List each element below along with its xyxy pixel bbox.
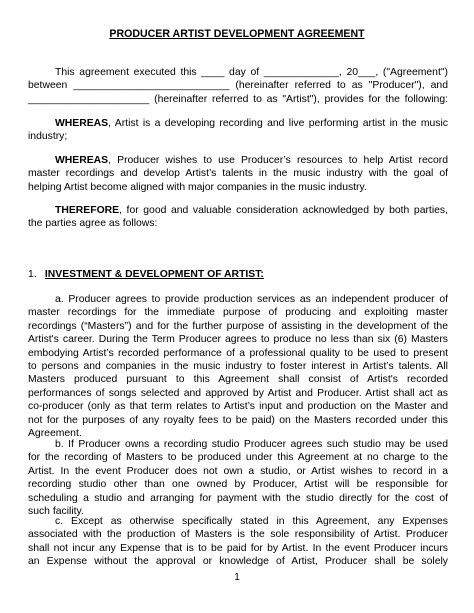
intro-paragraph: [28, 66, 448, 106]
section-title: INVESTMENT & DEVELOPMENT OF ARTIST:: [44, 269, 264, 280]
paragraph-text: , for good and valuable consideration acknowledged by both parties,: [119, 205, 448, 216]
paragraph-line: b. If Producer owns a recording studio Producer agrees such studio may be used: [55, 439, 448, 450]
paragraph-line: embodying Artist’s recorded performance of a professional quality to be used to present: [28, 347, 448, 359]
paragraph-line: the parties agree as follows:: [28, 218, 158, 230]
paragraph-line: master recordings for the immediate purpose of producing and exploiting master: [28, 307, 448, 319]
paragraph-text: , Artist is a developing recording and live performing artist in the music: [108, 118, 448, 129]
paragraph-b: [28, 438, 448, 518]
whereas-keyword: WHEREAS: [55, 155, 109, 166]
paragraph-line: recordings (“Masters”) and for the further purpose of assisting in the development of the: [28, 320, 448, 332]
paragraph-line: master recordings and develop Artist’s talents in the music industry with the goal of: [28, 168, 448, 180]
paragraph-line: [28, 117, 448, 130]
intro-line: between ___________________________ (hereinafter referred to as "Producer"), and: [28, 80, 448, 92]
paragraph-line: a. Producer agrees to provide production services as an independent producer of: [55, 294, 448, 305]
paragraph-line: Agreement.: [28, 428, 82, 440]
intro-line: This agreement executed this ____ day of _____________, 20___, ("Agreement"): [55, 67, 448, 78]
paragraph-line: Masters produced pursuant to this Agreement shall consist of Artist's recorded: [28, 374, 448, 386]
intro-line: _____________________ (hereinafter referred to as "Artist"), provides for the following:: [28, 93, 448, 105]
therefore-keyword: THEREFORE: [55, 205, 120, 216]
section-heading: [28, 268, 448, 281]
paragraph-line: such facility.: [28, 506, 84, 518]
whereas-paragraph-1: [28, 117, 448, 144]
section-number: 1.: [28, 269, 37, 280]
therefore-paragraph: [28, 204, 448, 231]
paragraph-line: [28, 204, 448, 217]
paragraph-line: not for the purposes of any royalty fees to be paid) on the Masters recorded under this: [28, 414, 448, 426]
paragraph-line: for the recording of Masters to be produced under this Agreement at no charge to the: [28, 452, 448, 464]
paragraph-line: helping Artist become aligned with major companies in the music industry.: [28, 181, 367, 193]
page-number: 1: [234, 572, 240, 583]
paragraph-line: Artist's career. During the Term Producer agrees to produce no less than six (6) Masters: [28, 334, 448, 346]
paragraph-line: scheduling a studio and arranging for payment with the studio directly for the cost of: [28, 492, 448, 504]
document-title: PRODUCER ARTIST DEVELOPMENT AGREEMENT: [109, 28, 365, 40]
paragraph-c: [28, 515, 448, 569]
paragraph-line: co-producer (only as that term relates to Artist’s input and production on the Master and: [28, 401, 448, 413]
whereas-paragraph-2: [28, 154, 448, 194]
paragraph-line: an Expense without the approval or knowledge of Artist, Producer shall be solely: [28, 556, 448, 568]
paragraph-line: Artist. In the event Producer does not own a studio, or Artist wishes to record in a: [28, 465, 448, 477]
paragraph-a: [28, 293, 448, 440]
paragraph-text: , Producer wishes to use Producer’s resources to help Artist record: [108, 155, 448, 166]
paragraph-line: shall not incur any Expense that is to be paid for by Artist. In the event Producer incurs: [28, 542, 448, 554]
whereas-keyword: WHEREAS: [55, 118, 109, 129]
paragraph-line: to persons and companies in the music industry to foster interest in Artist’s talents. All: [28, 361, 448, 373]
paragraph-line: performances of songs selected and approved by Artist and Producer. Artist shall act as: [28, 387, 448, 399]
paragraph-line: industry;: [28, 131, 68, 143]
paragraph-line: c. Except as otherwise specifically stated in this Agreement, any Expenses: [55, 516, 448, 527]
paragraph-line: recording studio other than one owned by Producer, Artist will be responsible for: [28, 479, 448, 491]
paragraph-line: associated with the production of Masters is the sole responsibility of Artist. Producer: [28, 529, 448, 541]
paragraph-line: [28, 154, 448, 167]
